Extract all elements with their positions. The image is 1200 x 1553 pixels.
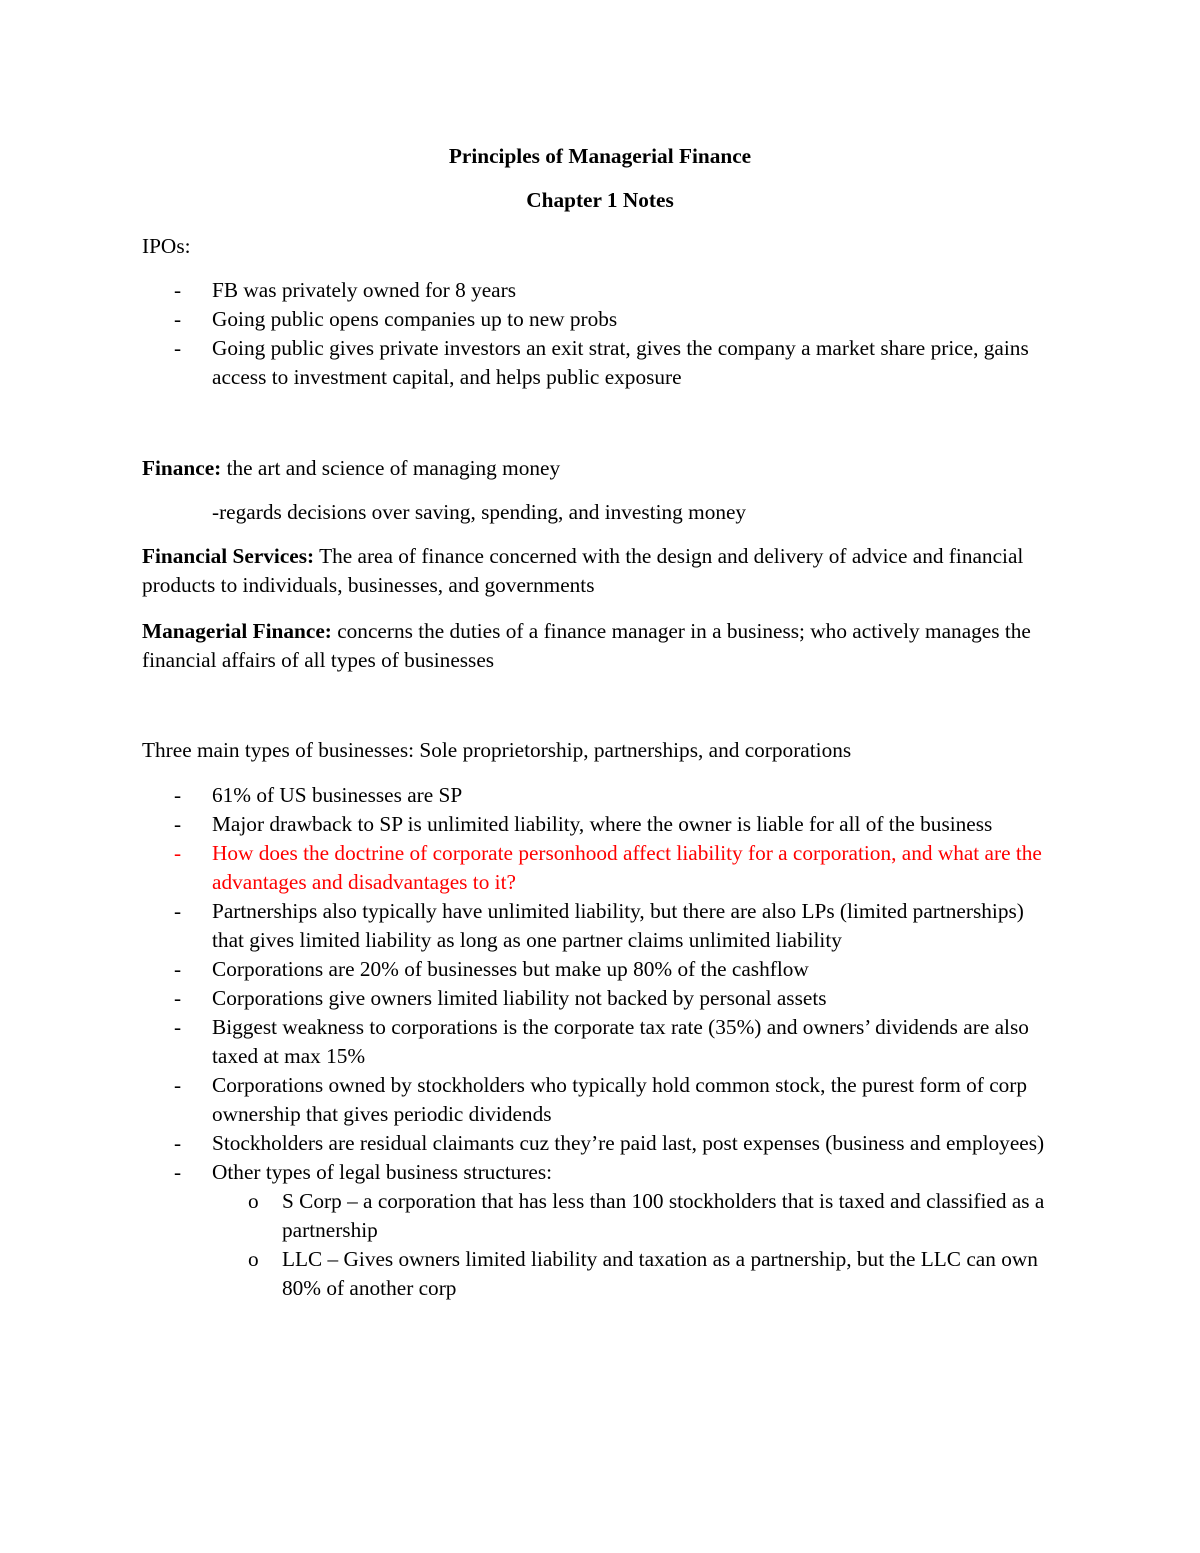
list-item: - FB was privately owned for 8 years (142, 276, 1052, 305)
definition-finance: Finance: the art and science of managing money (142, 456, 561, 480)
page-title: Principles of Managerial Finance (448, 144, 752, 168)
dash-bullet: - (174, 1160, 182, 1184)
list-item: - Going public gives private investors an exit strat, gives the company a market share price, gains access to investment capital, and helps public exposure (174, 336, 1029, 389)
page-subtitle: Chapter 1 Notes (526, 188, 674, 212)
dash-bullet: - (174, 1015, 182, 1039)
businesses-heading: Three main types of businesses: Sole proprietorship, partnerships, and corporations (142, 738, 852, 762)
sub-list (212, 1187, 1052, 1303)
dash-bullet: - (174, 1073, 182, 1097)
sub-list-item: o LLC – Gives owners limited liability and taxation as a partnership, but the LLC can own 80% of another corp (248, 1247, 1038, 1300)
dash-bullet: - (174, 307, 182, 331)
list-item: - Partnerships also typically have unlimited liability, but there are also LPs (limited partnerships) that gives limited liability as long as one partner claims unlimited liability (174, 899, 1024, 952)
term-label: Financial Services: (142, 544, 315, 568)
sub-list-item: o S Corp – a corporation that has less than 100 stockholders that is taxed and classified as a partnership (248, 1189, 1045, 1242)
dash-bullet: - (174, 336, 182, 360)
ipos-heading: IPOs: (142, 234, 191, 258)
businesses-list (142, 781, 1052, 1303)
list-item: - Corporations are 20% of businesses but make up 80% of the cashflow (142, 955, 1052, 984)
definition-managerial-finance: Managerial Finance: concerns the duties of a finance manager in a business; who actively manages the financial affairs of all types of businesses (142, 619, 1031, 672)
dash-bullet: - (174, 1131, 182, 1155)
list-item: - Stockholders are residual claimants cuz they’re paid last, post expenses (business and employees) (142, 1129, 1052, 1158)
dash-bullet: - (174, 783, 182, 807)
list-item-highlighted-question: - How does the doctrine of corporate personhood affect liability for a corporation, and what are the advantages and disadvantages to it? (174, 841, 1042, 894)
definition-financial-services: Financial Services: The area of finance concerned with the design and delivery of advice and financial products to individuals, businesses, and governments (142, 544, 1024, 597)
dash-bullet: - (174, 957, 182, 981)
dash-bullet: - (174, 812, 182, 836)
circle-bullet: o (248, 1247, 259, 1271)
list-item: - Corporations owned by stockholders who typically hold common stock, the purest form of corp ownership that gives periodic dividends (174, 1073, 1028, 1126)
circle-bullet: o (248, 1189, 259, 1213)
list-item: - Major drawback to SP is unlimited liability, where the owner is liable for all of the business (142, 810, 1052, 839)
term-label: Finance: (142, 456, 222, 480)
term-label: Managerial Finance: (142, 619, 332, 643)
dash-bullet: - (174, 899, 182, 923)
list-item: - Corporations give owners limited liability not backed by personal assets (142, 984, 1052, 1013)
dash-bullet: - (174, 841, 182, 865)
definition-finance-note: -regards decisions over saving, spending, and investing money (212, 500, 747, 524)
list-item: - Other types of legal business structures: o S Corp – a corporation that has less than 100 stockholders that is taxed and classified as a partnership o LLC – Gives owners limited liability and taxation as a partnership, but the LLC can own 80% of another corp (142, 1158, 1052, 1303)
list-item: - Biggest weakness to corporations is the corporate tax rate (35%) and owners’ dividends are also taxed at max 15% (174, 1015, 1029, 1068)
dash-bullet: - (174, 986, 182, 1010)
ipos-list (142, 276, 1052, 392)
list-item: - 61% of US businesses are SP (142, 781, 1052, 810)
list-item: - Going public opens companies up to new probs (142, 305, 1052, 334)
dash-bullet: - (174, 278, 182, 302)
